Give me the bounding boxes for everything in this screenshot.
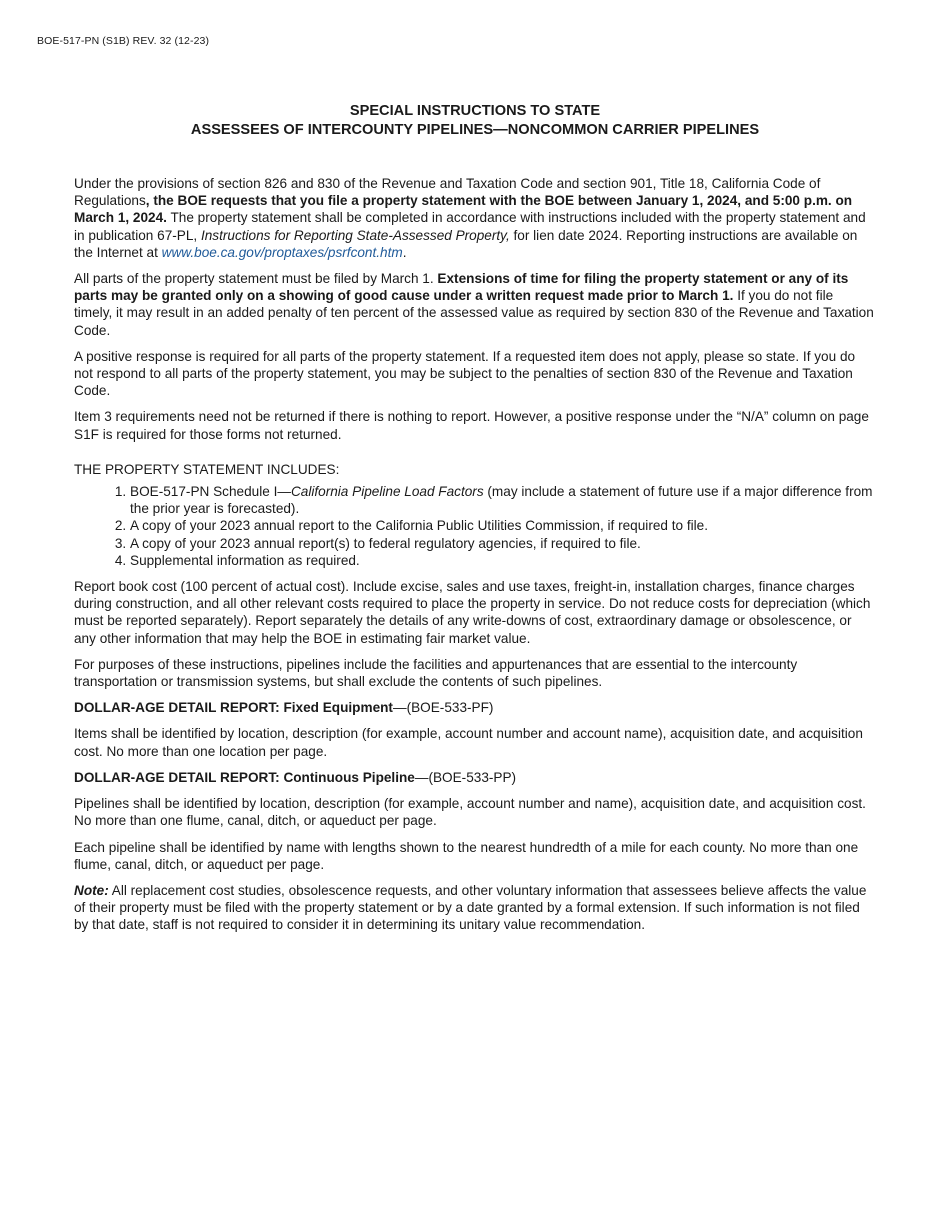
p1-text-f: . xyxy=(402,244,407,260)
item1-text-c: (may include a statement of future use if a major difference from the prior year is forecasted). xyxy=(130,484,873,517)
includes-list xyxy=(74,483,874,569)
item1-text-a: BOE-517-PN Schedule I— xyxy=(130,484,291,500)
p2-bold-extensions: Extensions of time for filing the property statement or any of its parts may be granted only on a showing of good cause under a written request made prior to March 1. xyxy=(74,271,849,304)
paragraph-positive-response: A positive response is required for all parts of the property statement. If a requested item does not apply, please so state. If you do not respond to all parts of the property statement, you may be subject to the penalties of section 830 of the Revenue and Taxation Code. xyxy=(74,348,856,399)
fixed-heading-bold: DOLLAR-AGE DETAIL REPORT: Fixed Equipment xyxy=(74,700,393,716)
title-line-2: ASSESSEES OF INTERCOUNTY PIPELINES—NONCOMMON CARRIER PIPELINES xyxy=(190,121,760,138)
continuous-heading-form: —(BOE-533-PP) xyxy=(414,769,517,785)
title-line-1: SPECIAL INSTRUCTIONS TO STATE xyxy=(349,103,601,119)
p2-text-a: All parts of the property statement must be filed by March 1. xyxy=(74,271,438,287)
paragraph-pipelines-definition: For purposes of these instructions, pipelines include the facilities and appurtenances that are essential to the intercounty transportation or transmission systems, but shall exclude the contents of such pipelines. xyxy=(74,656,798,690)
p1-text-c: The property statement shall be completed in accordance with instructions included with the property statement and in publication 67-PL, xyxy=(74,210,866,243)
list-item: 2. A copy of your 2023 annual report to the California Public Utilities Commission, if required to file. xyxy=(130,517,874,534)
paragraph-note xyxy=(74,882,874,934)
paragraph-continuous-pipeline-1: Pipelines shall be identified by location, description (for example, account number and name), acquisition date, and acquisition cost. No more than one flume, canal, ditch, or aqueduct per page. xyxy=(74,796,866,829)
continuous-heading-bold: DOLLAR-AGE DETAIL REPORT: Continuous Pipeline xyxy=(74,769,415,785)
list-item xyxy=(130,483,874,517)
p1-bold-deadline: , the BOE requests that you file a property statement with the BOE between January 1, 2024, and 5:00 p.m. on March 1, 2024. xyxy=(74,193,853,226)
heading-continuous-pipeline xyxy=(74,769,874,786)
item1-schedule-title: California Pipeline Load Factors xyxy=(290,484,484,500)
heading-fixed-equipment xyxy=(74,699,874,716)
fixed-heading-form: —(BOE-533-PF) xyxy=(392,700,494,716)
page-title xyxy=(0,102,950,139)
paragraph-item3: Item 3 requirements need not be returned if there is nothing to report. However, a positive response under the “N/A” column on page S1F is required for those forms not returned. xyxy=(74,409,869,442)
form-id: BOE-517-PN (S1B) REV. 32 (12-23) xyxy=(37,35,210,47)
p1-publication-title: Instructions for Reporting State-Assessed Property, xyxy=(200,227,510,243)
note-label: Note: xyxy=(74,882,109,898)
paragraph-book-cost: Report book cost (100 percent of actual cost). Include excise, sales and use taxes, freight-in, installation charges, finance charges during construction, and all other relevant costs required to place the property in service. Do not reduce costs for depreciation (which must be reported separately). Report separately the details of any write-downs of cost, extraordinary damage or obsolescence, or any other information that may help the BOE in estimating fair market value. xyxy=(74,579,871,646)
paragraph-continuous-pipeline-2: Each pipeline shall be identified by name with lengths shown to the nearest hundredth of a mile for each county. No more than one flume, canal, ditch, or aqueduct per page. xyxy=(74,839,859,872)
includes-heading: THE PROPERTY STATEMENT INCLUDES: xyxy=(74,461,340,477)
list-item: 3. A copy of your 2023 annual report(s) to federal regulatory agencies, if required to file. xyxy=(130,535,874,552)
paragraph-extensions xyxy=(74,270,874,339)
paragraph-filing-request xyxy=(74,175,874,261)
p1-text-e: for lien date 2024. Reporting instructions are available on the Internet at xyxy=(74,227,858,260)
boe-website-link[interactable]: www.boe.ca.gov/proptaxes/psrfcont.htm xyxy=(161,244,403,260)
list-item: 4. Supplemental information as required. xyxy=(130,552,874,569)
paragraph-fixed-equipment: Items shall be identified by location, description (for example, account number and account name), acquisition date, and acquisition cost. No more than one location per page. xyxy=(74,726,863,759)
note-text: All replacement cost studies, obsolescence requests, and other voluntary information that assessees believe affects the value of their property must be filed with the property statement or by a date granted by a formal extension. If such information is not filed by that date, staff is not required to consider it in determining its unitary value recommendation. xyxy=(74,882,867,933)
p1-text-a: Under the provisions of section 826 and 830 of the Revenue and Taxation Code and section 901, Title 18, California Code of Regulations xyxy=(74,176,821,209)
instructions-body xyxy=(74,175,874,943)
p2-text-c: If you do not file timely, it may result in an added penalty of ten percent of the assessed value as required by section 830 of the Revenue and Taxation Code. xyxy=(74,288,874,338)
